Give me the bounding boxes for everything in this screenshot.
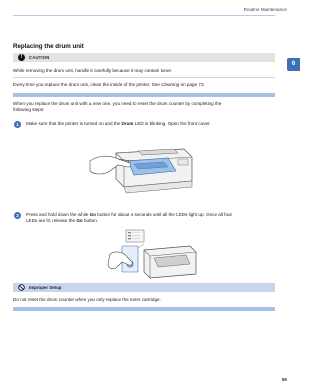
step-2-line-2-before: LEDs are lit, release the [26, 218, 77, 224]
improper-setup-banner [13, 283, 275, 292]
caution-divider [13, 77, 275, 78]
caution-text: While removing the drum unit, handle it carefully because it may contain toner. [13, 68, 173, 73]
chapter-tab: 6 [287, 58, 300, 71]
running-header-title: Routine Maintenance [243, 7, 287, 12]
improper-setup-text: Do not reset the drum counter when you only replace the toner cartridge. [13, 297, 161, 302]
prohibited-icon [18, 284, 25, 291]
step-1-text-after: LED is blinking. Open the front cover. [133, 121, 211, 126]
step-1-bold: Drum [121, 121, 134, 126]
press-go-button-illustration [104, 228, 200, 280]
step-1-text [26, 121, 211, 127]
step-1-number: 1 [14, 121, 21, 128]
intro-paragraph [13, 101, 275, 114]
note-text-after: on page 73. [179, 82, 205, 87]
step-2-line-1-before: Press and hold down the while [26, 212, 90, 217]
note-bar [13, 93, 275, 97]
intro-line-1: When you replace the drum unit with a new one, you need to reset the drum counter by completing the [13, 101, 222, 106]
step-2-number: 2 [14, 212, 21, 219]
caution-banner [13, 53, 275, 62]
step-2-line-2-after: button. [82, 218, 99, 224]
exclamation-icon: ! [18, 54, 25, 61]
note-text [13, 82, 205, 87]
intro-line-2: following steps: [13, 107, 45, 113]
step-2-text [26, 212, 232, 225]
header-divider [13, 15, 275, 16]
section-heading: Replacing the drum unit [13, 43, 84, 50]
step-1-text-before: Make sure that the printer is turned on and the [26, 121, 122, 126]
step-2-go-bold-2: Go [76, 218, 83, 224]
improper-setup-bar [13, 307, 275, 311]
note-link[interactable]: Cleaning [161, 82, 180, 87]
caution-label: CAUTION [29, 55, 50, 60]
improper-setup-label: Improper Setup [29, 285, 62, 290]
step-2-go-bold-1: Go [89, 212, 96, 217]
printer-front-cover-illustration [88, 131, 200, 197]
step-2-line-2 [26, 218, 232, 224]
note-text-before: Every time you replace the drum unit, clean the inside of the printer. See [13, 82, 162, 87]
step-2-line-1-after: button for about 4 seconds until all the LEDs light up. Once all four [95, 212, 233, 217]
page-number: 69 [281, 377, 287, 382]
